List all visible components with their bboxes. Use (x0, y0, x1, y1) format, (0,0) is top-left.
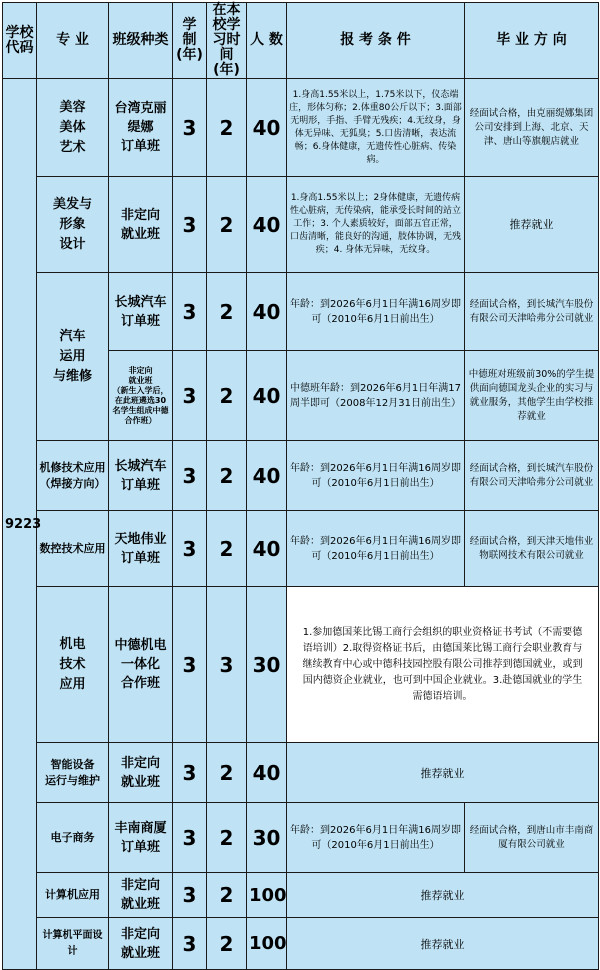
class-type-cell: 丰南商厦 订单班 (109, 803, 173, 873)
major-cell: 汽车 运用 与维修 (37, 273, 109, 441)
class-type-cell: 天地伟业 订单班 (109, 511, 173, 587)
major-cell: 美容 美体 艺术 (37, 79, 109, 177)
study-time-cell: 2 (207, 273, 247, 351)
count-cell: 100 (247, 918, 287, 970)
count-cell: 40 (247, 79, 287, 177)
major-cell: 计算机平面设计 (37, 918, 109, 970)
requirements-cell: 年龄：到2026年6月1日年满16周岁即可（2010年6月1日前出生） (287, 441, 465, 511)
major-cell: 电子商务 (37, 803, 109, 873)
class-type-cell: 长城汽车 订单班 (109, 273, 173, 351)
count-cell: 30 (247, 803, 287, 873)
graduation-cell: 推荐就业 (465, 177, 599, 273)
header-graduation: 毕 业 方 向 (465, 3, 599, 79)
table-row (3, 177, 599, 273)
class-type-cell: 非定向 就业班 (109, 743, 173, 803)
study-time-cell: 2 (207, 873, 247, 918)
count-cell: 40 (247, 743, 287, 803)
class-type-cell: 非定向 就业班 (109, 177, 173, 273)
count-cell: 40 (247, 351, 287, 441)
table-row (3, 273, 599, 351)
header-school-code: 学校 代码 (3, 3, 37, 79)
table-row (3, 441, 599, 511)
requirements-cell: 年龄：到2026年6月1日年满16周岁即可（2010年6月1日前出生） (287, 803, 465, 873)
duration-cell: 3 (173, 511, 207, 587)
duration-cell: 3 (173, 177, 207, 273)
class-type-cell: 长城汽车 订单班 (109, 441, 173, 511)
major-cell: 机修技术应用 （焊接方向） (37, 441, 109, 511)
table-row (3, 511, 599, 587)
major-cell: 智能设备 运行与维护 (37, 743, 109, 803)
school-code-cell: 9223 (3, 79, 37, 970)
study-time-cell: 2 (207, 918, 247, 970)
header-duration: 学 制 (年) (173, 3, 207, 79)
study-time-cell: 2 (207, 743, 247, 803)
header-study-time: 在本校学 习时间(年) (207, 3, 247, 79)
study-time-cell: 2 (207, 177, 247, 273)
duration-cell: 3 (173, 743, 207, 803)
duration-cell: 3 (173, 873, 207, 918)
study-time-cell: 2 (207, 803, 247, 873)
requirements-cell: 1.身高1.55米以上，1.75米以下，仪态端庄，形体匀称；2.体重80公斤以下；3.面部无明形，手指、手臂无残疾；4.无纹身，身体无异味、无狐臭；5.口齿清晰，表达流畅；6.身体健康，无遗传性心脏病、传染病。 (287, 79, 465, 177)
duration-cell: 3 (173, 273, 207, 351)
study-time-cell: 2 (207, 441, 247, 511)
graduation-cell: 经面试合格，到长城汽车股份有限公司天津哈弗分公司就业 (465, 273, 599, 351)
count-cell: 40 (247, 441, 287, 511)
graduation-cell: 经面试合格，到天津天地伟业物联网技术有限公司就业 (465, 511, 599, 587)
duration-cell: 3 (173, 441, 207, 511)
major-cell: 计算机应用 (37, 873, 109, 918)
duration-cell: 3 (173, 79, 207, 177)
graduation-cell: 经面试合格，到唐山市丰南商厦有限公司就业 (465, 803, 599, 873)
graduation-cell: 经面试合格，到长城汽车股份有限公司天津哈弗分公司就业 (465, 441, 599, 511)
requirements-graduation-merged-cell: 推荐就业 (287, 873, 599, 918)
graduation-cell: 经面试合格，由克丽缇娜集团公司安排到上海、北京、天津、唐山等旗舰店就业 (465, 79, 599, 177)
count-cell: 30 (247, 587, 287, 743)
class-type-cell: 台湾克丽 缇娜 订单班 (109, 79, 173, 177)
requirements-cell: 中德班年龄：到2026年6月1日年满17周半即可（2008年12月31日前出生） (287, 351, 465, 441)
header-requirements: 报 考 条 件 (287, 3, 465, 79)
count-cell: 40 (247, 273, 287, 351)
table-row (3, 918, 599, 970)
table-row (3, 803, 599, 873)
duration-cell: 3 (173, 803, 207, 873)
table-row (3, 587, 599, 743)
enrollment-table (2, 2, 599, 970)
header-major: 专 业 (37, 3, 109, 79)
class-type-cell: 非定向 就业班 (109, 873, 173, 918)
duration-cell: 3 (173, 918, 207, 970)
graduation-cell: 中德班对班级前30%的学生提供面向德国龙头企业的实习与就业服务，其他学生由学校推荐就业 (465, 351, 599, 441)
table-row (3, 743, 599, 803)
class-type-cell: 非定向 就业班 (109, 918, 173, 970)
requirements-graduation-merged-cell: 1.参加德国莱比锡工商行会组织的职业资格证书考试（不需要德语培训）2.取得资格证书后，由德国莱比锡工商行会职业教育与继续教育中心或中德科技园控股有限公司推荐到德国就业，或到国内德资企业就业，也可到中国企业就业。3.赴德国就业的学生需德语培训。 (287, 587, 599, 743)
study-time-cell: 3 (207, 587, 247, 743)
count-cell: 40 (247, 511, 287, 587)
duration-cell: 3 (173, 587, 207, 743)
major-cell: 机电 技术 应用 (37, 587, 109, 743)
major-cell: 美发与 形象 设计 (37, 177, 109, 273)
header-class-type: 班级种类 (109, 3, 173, 79)
count-cell: 40 (247, 177, 287, 273)
study-time-cell: 2 (207, 351, 247, 441)
table-row (3, 79, 599, 177)
requirements-graduation-merged-cell: 推荐就业 (287, 918, 599, 970)
study-time-cell: 2 (207, 511, 247, 587)
requirements-cell: 年龄：到2026年6月1日年满16周岁即可（2010年6月1日前出生） (287, 273, 465, 351)
requirements-cell: 年龄：到2026年6月1日年满16周岁即可（2010年6月1日前出生） (287, 511, 465, 587)
study-time-cell: 2 (207, 79, 247, 177)
duration-cell: 3 (173, 351, 207, 441)
header-row (3, 3, 599, 79)
requirements-graduation-merged-cell: 推荐就业 (287, 743, 599, 803)
requirements-cell: 1.身高1.55米以上；2身体健康，无遗传病性心脏病，无传染病，能承受长时间的站立工作；3. 个人素质较好，面部五官正常，口齿清晰，能良好的沟通，肢体协调，无残疾；4. 身体无异味，无纹身。 (287, 177, 465, 273)
table-row (3, 873, 599, 918)
class-type-cell: 非定向 就业班 （新生入学后，在此班遴选30名学生组成中德合作班） (109, 351, 173, 441)
major-cell: 数控技术应用 (37, 511, 109, 587)
class-type-cell: 中德机电 一体化 合作班 (109, 587, 173, 743)
count-cell: 100 (247, 873, 287, 918)
header-count: 人 数 (247, 3, 287, 79)
